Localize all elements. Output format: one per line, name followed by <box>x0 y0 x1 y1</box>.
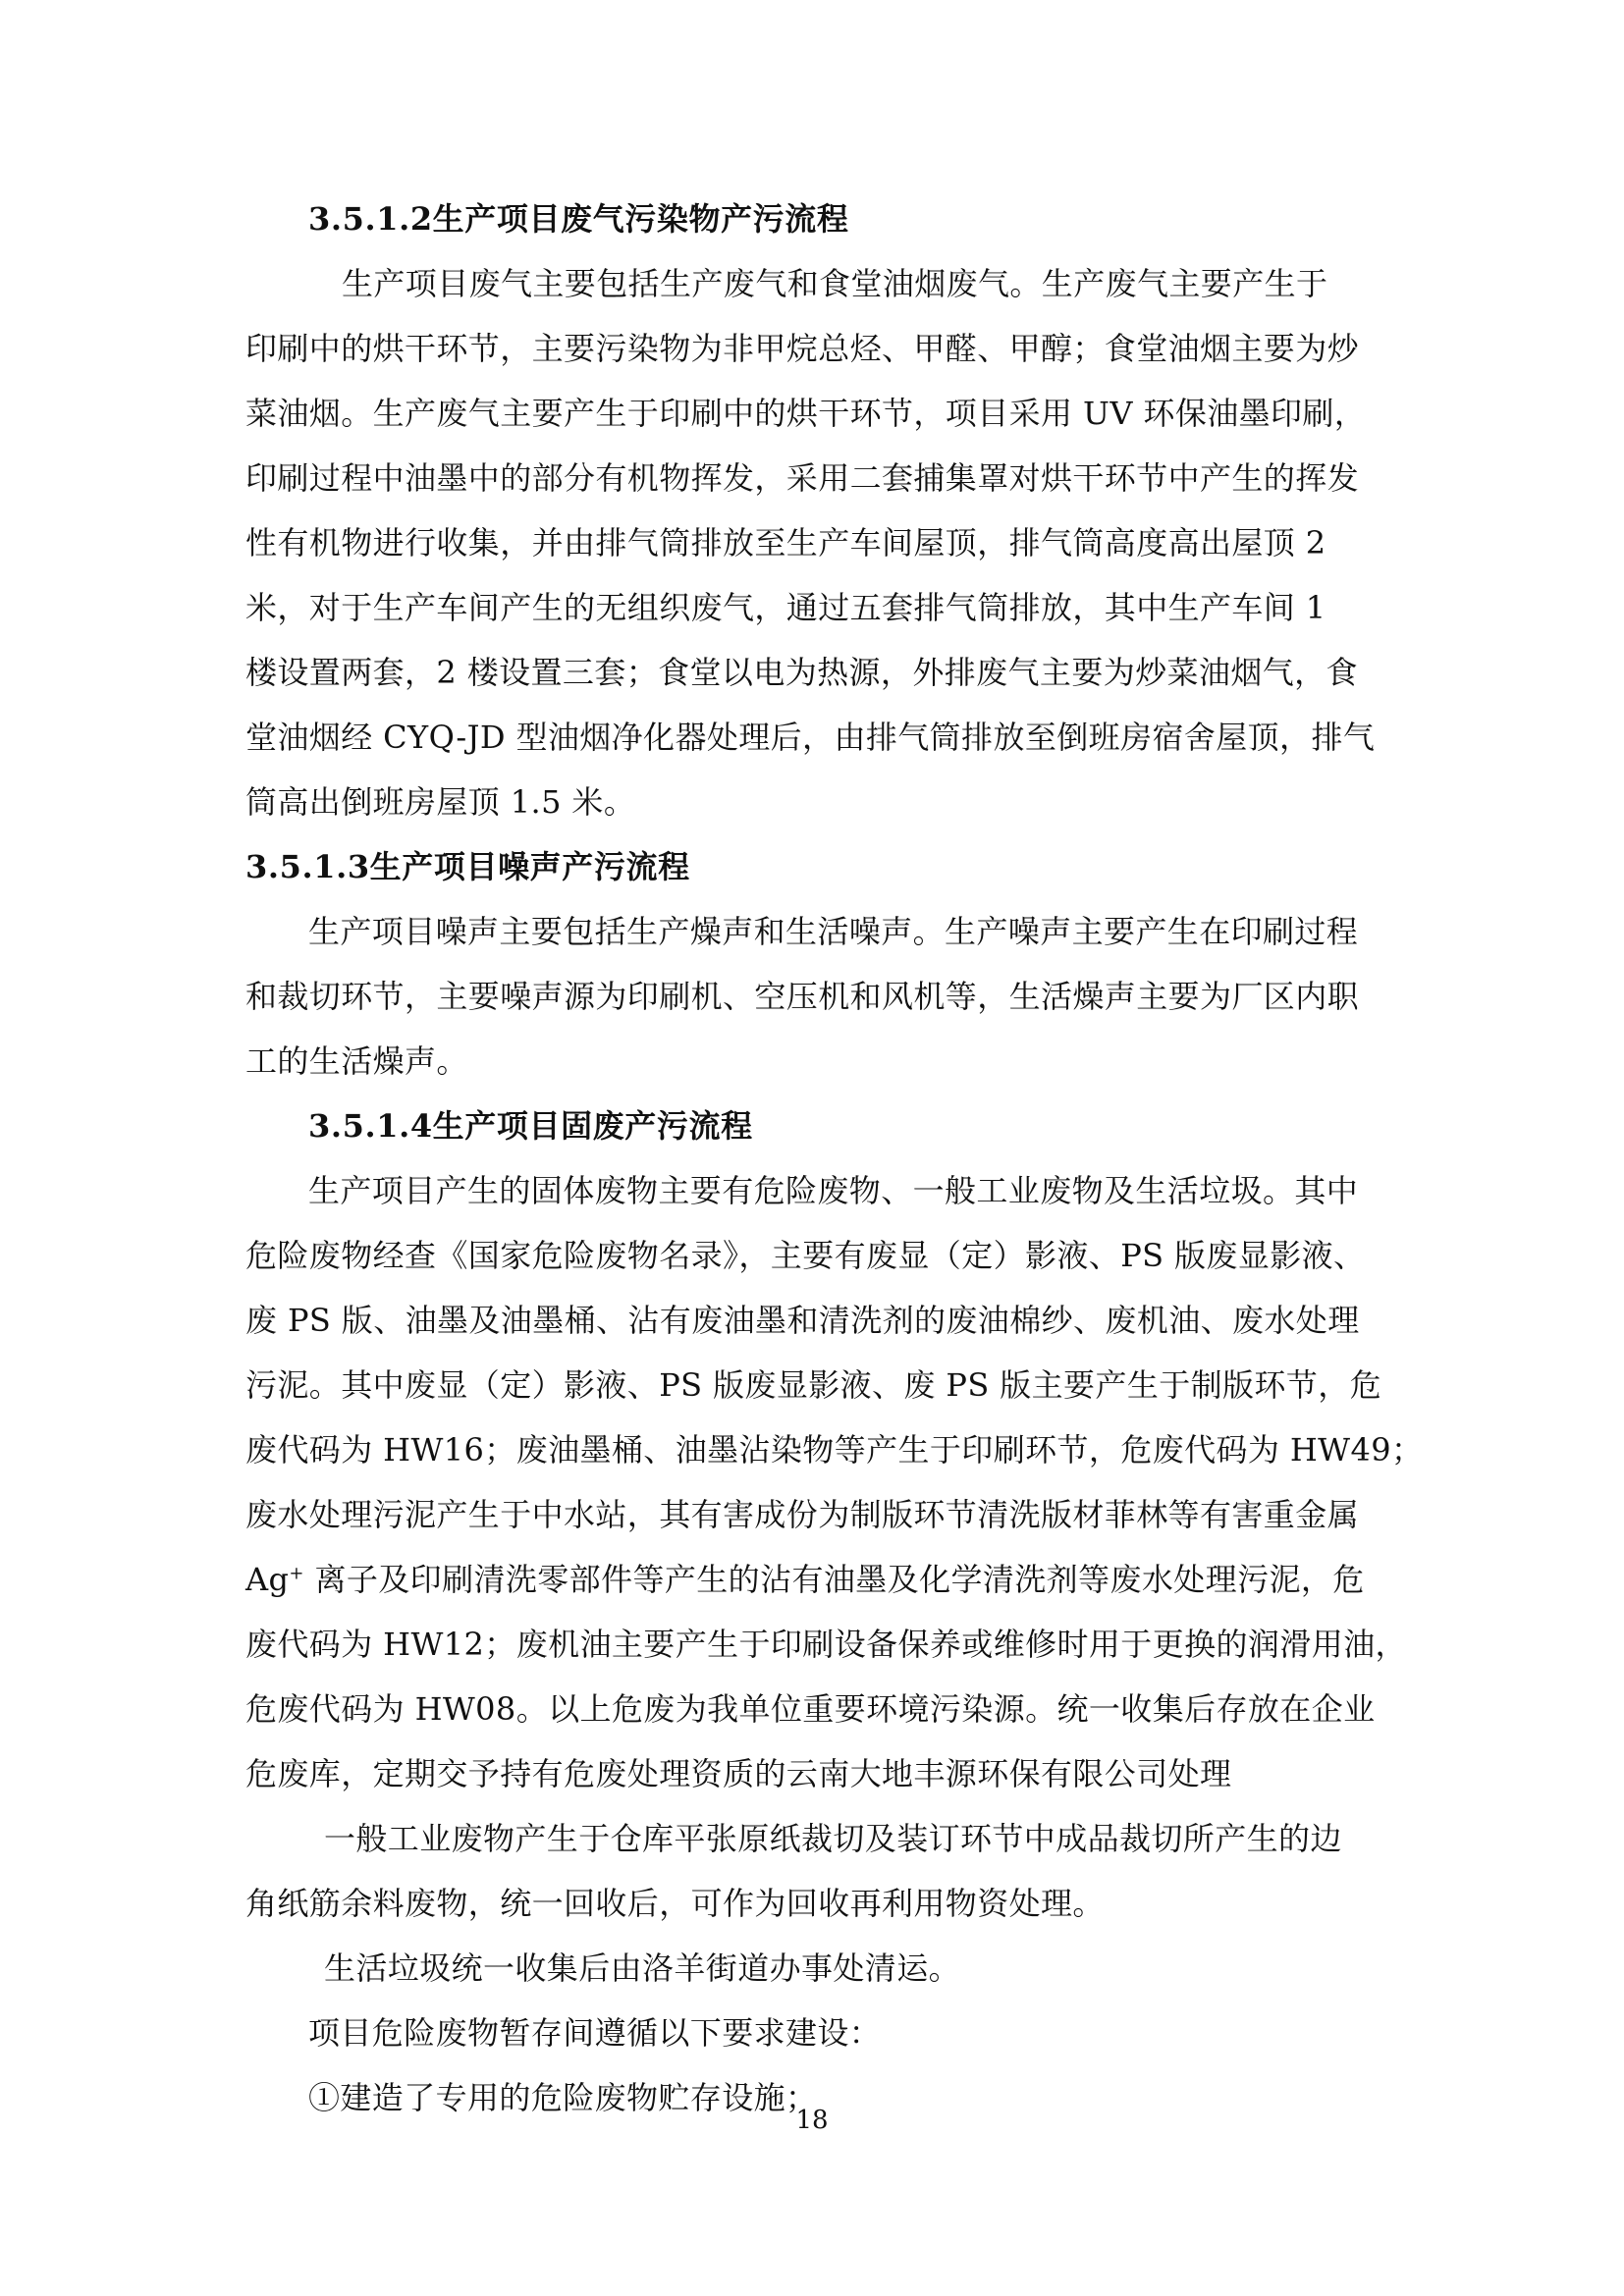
paragraph-storage-intro: 项目危险废物暂存间遵循以下要求建设： <box>308 2014 882 2052</box>
ion-charge-superscript: + <box>289 1563 304 1584</box>
text-line: 危险废物经查《国家危险废物名录》，主要有废显（定）影液、PS 版废显影液、 <box>245 1237 1366 1274</box>
text-line: 生产项目废气主要包括生产废气和食堂油烟废气。生产废气主要产生于 <box>342 265 1328 302</box>
silver-symbol: Ag <box>245 1561 290 1598</box>
text-line: 废代码为 HW12；废机油主要产生于印刷设备保养或维修时用于更换的润滑用油， <box>245 1626 1407 1663</box>
paragraph-solid-waste <box>245 1158 1424 1806</box>
text-line: 印刷中的烘干环节，主要污染物为非甲烷总烃、甲醛、甲醇；食堂油烟主要为炒 <box>245 330 1360 367</box>
section-heading-3-5-1-4: 3.5.1.4生产项目固废产污流程 <box>308 1107 753 1145</box>
text-line: 筒高出倒班房屋顶 1.5 米。 <box>245 783 636 821</box>
page-number: 18 <box>795 2106 829 2135</box>
text-line: 堂油烟经 CYQ-JD 型油烟净化器处理后，由排气筒排放至倒班房宿舍屋顶，排气 <box>245 719 1376 756</box>
text-line: 工的生活燥声。 <box>245 1042 468 1080</box>
text-line: 废水处理污泥产生于中水站，其有害成份为制版环节清洗版材菲林等有害重金属 <box>245 1496 1360 1533</box>
text-line: 危废代码为 HW08。以上危废为我单位重要环境污染源。统一收集后存放在企业 <box>245 1690 1376 1728</box>
paragraph-domestic-waste: 生活垃圾统一收集后由洛羊街道办事处清运。 <box>324 1949 961 1987</box>
text-line: 米，对于生产车间产生的无组织废气，通过五套排气筒排放，其中生产车间 1 <box>245 589 1326 626</box>
text-line: 一般工业废物产生于仓库平张原纸裁切及装订环节中成品裁切所产生的边 <box>324 1820 1342 1857</box>
text-line: 性有机物进行收集，并由排气筒排放至生产车间屋顶，排气筒高度高出屋顶 2 <box>245 524 1326 561</box>
paragraph-exhaust-gas <box>245 251 1380 834</box>
section-heading-3-5-1-2: 3.5.1.2生产项目废气污染物产污流程 <box>308 200 849 238</box>
text-line-rest: 离子及印刷清洗零部件等产生的沾有油墨及化学清洗剂等废水处理污泥，危 <box>303 1561 1365 1598</box>
text-line: 楼设置两套，2 楼设置三套；食堂以电为热源，外排废气主要为炒菜油烟气，食 <box>245 654 1358 691</box>
paragraph-general-waste <box>245 1806 1380 1936</box>
storage-requirement-item: ①建造了专用的危险废物贮存设施； <box>308 2079 818 2116</box>
text-line: 废 PS 版、油墨及油墨桶、沾有废油墨和清洗剂的废油棉纱、废机油、废水处理 <box>245 1302 1360 1339</box>
text-line: 污泥。其中废显（定）影液、PS 版废显影液、废 PS 版主要产生于制版环节，危 <box>245 1366 1382 1404</box>
text-line: 生产项目产生的固体废物主要有危险废物、一般工业废物及生活垃圾。其中 <box>308 1172 1359 1209</box>
text-line: 废代码为 HW16；废油墨桶、油墨沾染物等产生于印刷环节，危废代码为 HW49； <box>245 1431 1424 1468</box>
text-line: 印刷过程中油墨中的部分有机物挥发，采用二套捕集罩对烘干环节中产生的挥发 <box>245 459 1360 497</box>
text-line: 和裁切环节，主要噪声源为印刷机、空压机和风机等，生活燥声主要为厂区内职 <box>245 978 1360 1015</box>
text-line-silver-ion <box>245 1547 1380 1612</box>
text-line: 角纸筋余料废物，统一回收后，可作为回收再利用物资处理。 <box>245 1885 1105 1922</box>
text-line: 菜油烟。生产废气主要产生于印刷中的烘干环节，项目采用 UV 环保油墨印刷， <box>245 395 1367 432</box>
section-heading-3-5-1-3: 3.5.1.3生产项目噪声产污流程 <box>245 848 690 885</box>
page-content <box>245 187 1424 2130</box>
text-line: 危废库，定期交予持有危废处理资质的云南大地丰源环保有限公司处理 <box>245 1755 1232 1792</box>
paragraph-noise <box>245 899 1380 1094</box>
text-line: 生产项目噪声主要包括生产燥声和生活噪声。生产噪声主要产生在印刷过程 <box>308 913 1359 950</box>
